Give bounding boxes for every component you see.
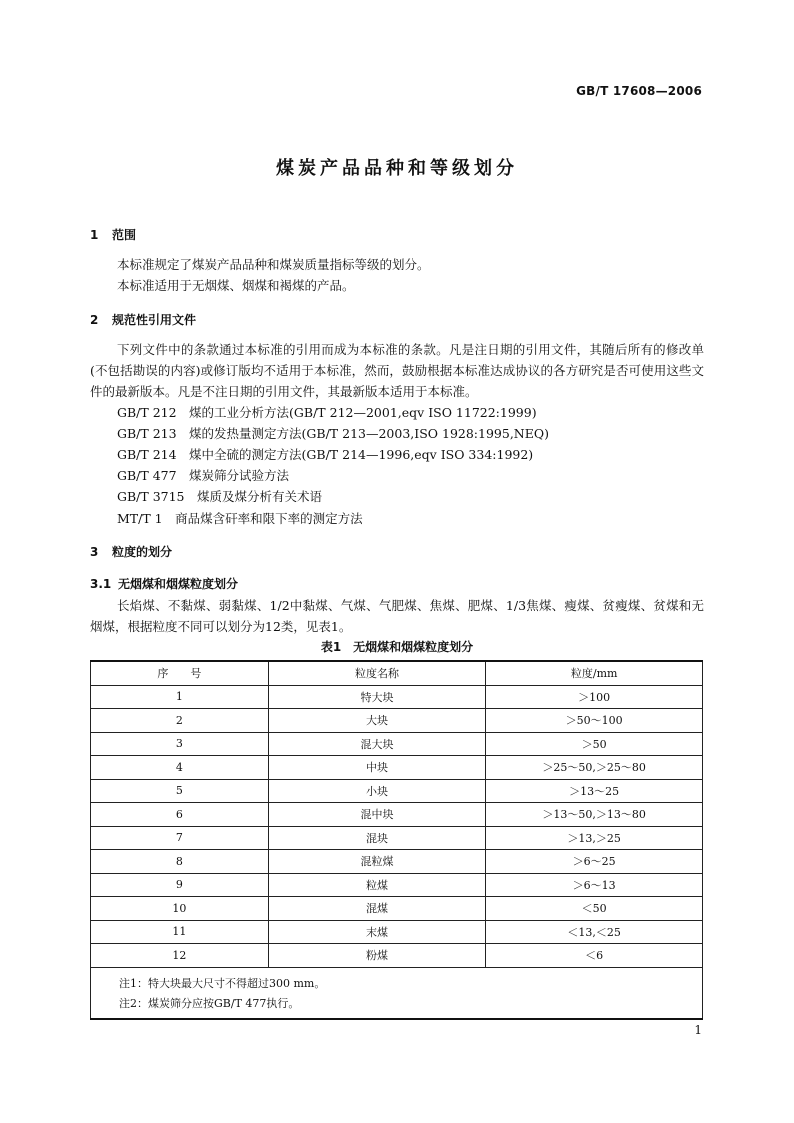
row-number: 12 — [91, 944, 269, 968]
size-name: 中块 — [268, 756, 486, 780]
section-title: 规范性引用文件 — [112, 313, 197, 327]
size-range: ＜13,＜25 — [486, 920, 703, 944]
table-row — [91, 873, 703, 897]
section-number: 1 — [90, 228, 99, 242]
standard-number: GB/T 17608—2006 — [576, 84, 702, 98]
size-name: 混煤 — [268, 897, 486, 921]
section-number: 2 — [90, 313, 99, 327]
document-title: 煤炭产品品种和等级划分 — [276, 158, 518, 179]
table-row — [91, 803, 703, 827]
reference-item: GB/T 212 煤的工业分析方法(GB/T 212—2001,eqv ISO 11722:1999) — [117, 405, 537, 420]
granularity-paragraph: 长焰煤、不黏煤、弱黏煤、1/2中黏煤、气煤、气肥煤、焦煤、肥煤、1/3焦煤、瘦煤、贫瘦煤、贫煤和无烟煤，根据粒度不同可以划分为12类，见表1。 — [90, 598, 704, 634]
size-range: ＞25～50,＞25～80 — [486, 756, 703, 780]
row-number: 10 — [91, 897, 269, 921]
size-range: ＜50 — [486, 897, 703, 921]
size-range: ＞50～100 — [486, 709, 703, 733]
table-note: 注2：煤炭筛分应按GB/T 477执行。 — [119, 996, 300, 1010]
table-row — [91, 920, 703, 944]
size-range: ＞6～13 — [486, 873, 703, 897]
size-range: ＜6 — [486, 944, 703, 968]
subsection-number: 3.1 — [90, 577, 112, 591]
section-title: 范围 — [112, 228, 137, 242]
section-title: 粒度的划分 — [112, 545, 173, 559]
table-row — [91, 850, 703, 874]
table-row — [91, 897, 703, 921]
reference-item: GB/T 214 煤中全硫的测定方法(GB/T 214—1996,eqv ISO 334:1992) — [117, 447, 534, 462]
section-1-heading — [90, 226, 136, 243]
row-number: 7 — [91, 826, 269, 850]
table-notes — [91, 967, 703, 1019]
table-row — [91, 756, 703, 780]
column-header: 序 号 — [91, 661, 269, 685]
table-row — [91, 826, 703, 850]
table-row — [91, 685, 703, 709]
reference-item: MT/T 1 商品煤含矸率和限下率的测定方法 — [117, 511, 363, 526]
references-intro: 下列文件中的条款通过本标准的引用而成为本标准的条款。凡是注日期的引用文件，其随后所有的修改单(不包括勘误的内容)或修订版均不适用于本标准，然而，鼓励根据本标准达成协议的各方研究是否可使用这些文件的最新版本。凡是不注日期的引用文件，其最新版本适用于本标准。 — [90, 342, 704, 399]
size-name: 末煤 — [268, 920, 486, 944]
size-range: ＞100 — [486, 685, 703, 709]
table-row — [91, 732, 703, 756]
size-range: ＞50 — [486, 732, 703, 756]
size-name: 大块 — [268, 709, 486, 733]
size-name: 混粒煤 — [268, 850, 486, 874]
size-range: ＞13～25 — [486, 779, 703, 803]
table-notes-row — [91, 967, 703, 1019]
table-row — [91, 709, 703, 733]
size-name: 混块 — [268, 826, 486, 850]
row-number: 8 — [91, 850, 269, 874]
table-row — [91, 944, 703, 968]
size-name: 混中块 — [268, 803, 486, 827]
row-number: 1 — [91, 685, 269, 709]
size-range: ＞6～25 — [486, 850, 703, 874]
granularity-table — [90, 660, 703, 1020]
scope-line-1: 本标准规定了煤炭产品品种和煤炭质量指标等级的划分。 — [117, 257, 430, 272]
row-number: 3 — [91, 732, 269, 756]
row-number: 9 — [91, 873, 269, 897]
section-number: 3 — [90, 545, 99, 559]
row-number: 2 — [91, 709, 269, 733]
row-number: 4 — [91, 756, 269, 780]
column-header: 粒度/mm — [486, 661, 703, 685]
size-name: 粒煤 — [268, 873, 486, 897]
subsection-title: 无烟煤和烟煤粒度划分 — [118, 577, 239, 591]
page-number: 1 — [694, 1023, 702, 1037]
subsection-3-1-heading — [90, 575, 238, 592]
size-name: 混大块 — [268, 732, 486, 756]
table-note: 注1：特大块最大尺寸不得超过300 mm。 — [119, 976, 326, 990]
section-2-heading — [90, 311, 196, 328]
column-header: 粒度名称 — [268, 661, 486, 685]
reference-item: GB/T 3715 煤质及煤分析有关术语 — [117, 489, 323, 504]
size-name: 粉煤 — [268, 944, 486, 968]
section-3-heading — [90, 543, 172, 560]
reference-item: GB/T 213 煤的发热量测定方法(GB/T 213—2003,ISO 1928:1995,NEQ) — [117, 426, 549, 441]
size-range: ＞13～50,＞13～80 — [486, 803, 703, 827]
table-header-row — [91, 661, 703, 685]
size-name: 小块 — [268, 779, 486, 803]
size-name: 特大块 — [268, 685, 486, 709]
row-number: 5 — [91, 779, 269, 803]
row-number: 6 — [91, 803, 269, 827]
scope-line-2: 本标准适用于无烟煤、烟煤和褐煤的产品。 — [117, 278, 355, 293]
size-range: ＞13,＞25 — [486, 826, 703, 850]
reference-item: GB/T 477 煤炭筛分试验方法 — [117, 468, 290, 483]
row-number: 11 — [91, 920, 269, 944]
table-row — [91, 779, 703, 803]
table-caption: 表1 无烟煤和烟煤粒度划分 — [320, 640, 474, 654]
